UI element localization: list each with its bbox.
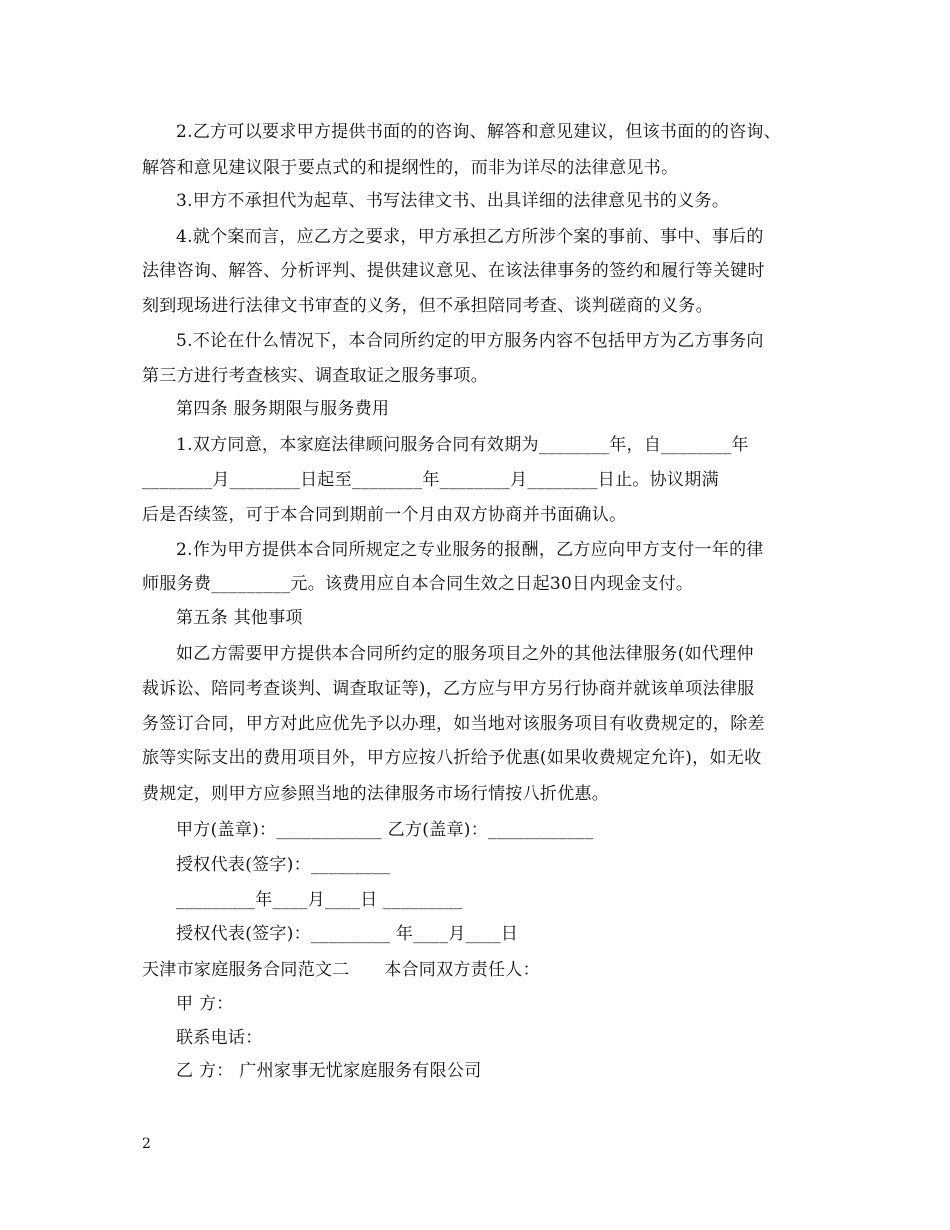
paragraph-line: 2.作为甲方提供本合同所规定之专业服务的报酬，乙方应向甲方支付一年的律 — [176, 540, 764, 560]
signature-line: 授权代表(签字)：_________ — [176, 855, 391, 875]
party-a-label: 甲 方： — [176, 994, 234, 1014]
paragraph-line: 4.就个案而言，应乙方之要求，甲方承担乙方所涉个案的事前、事中、事后的 — [176, 227, 764, 247]
paragraph-line: 解答和意见建议限于要点式的和提纲性的，而非为详尽的法律意见书。 — [142, 158, 679, 178]
paragraph-line: 裁诉讼、陪同考查谈判、调查取证等)，乙方应与甲方另行协商并就该单项法律服 — [142, 679, 755, 699]
page-number: 2 — [142, 1136, 151, 1152]
paragraph-line: 旅等实际支出的费用项目外，甲方应按八折给予优惠(如果收费规定允许)，如无收 — [142, 748, 762, 768]
paragraph-line: 1.双方同意，本家庭法律顾问服务合同有效期为________年，自________年 — [176, 435, 749, 455]
paragraph-line: 2.乙方可以要求甲方提供书面的的咨询、解答和意见建议，但该书面的的咨询、 — [176, 122, 782, 142]
paragraph-line: 后是否续签，可于本合同到期前一个月由双方协商并书面确认。 — [142, 505, 627, 525]
paragraph-line: 5.不论在什么情况下，本合同所约定的甲方服务内容不包括甲方为乙方事务向 — [176, 331, 764, 351]
paragraph-line: 第三方进行考查核实、调查取证之服务事项。 — [142, 366, 488, 386]
signature-line: 授权代表(签字)：_________ 年____月____日 — [176, 924, 519, 944]
party-b-label: 乙 方： 广州家事无忧家庭服务有限公司 — [176, 1061, 482, 1081]
paragraph-line: ________月________日起至________年________月________日止。协议期满 — [142, 470, 719, 490]
signature-line: 甲方(盖章)：____________ 乙方(盖章)：____________ — [176, 820, 594, 840]
date-line: _________年____月____日 _________ — [176, 890, 463, 910]
paragraph-line: 务签订合同，甲方对此应优先予以办理，如当地对该服务项目有收费规定的，除差 — [142, 714, 765, 734]
section-heading: 第五条 其他事项 — [176, 608, 303, 628]
paragraph-line: 3.甲方不承担代为起草、书写法律文书、出具详细的法律意见书的义务。 — [176, 191, 730, 211]
paragraph-line: 如乙方需要甲方提供本合同所约定的服务项目之外的其他法律服务(如代理仲 — [176, 644, 754, 664]
paragraph-line: 费规定，则甲方应参照当地的法律服务市场行情按八折优惠。 — [142, 784, 610, 804]
paragraph-line: 法律咨询、解答、分析评判、提供建议意见、在该法律事务的签约和履行等关键时 — [142, 261, 765, 281]
section-heading: 第四条 服务期限与服务费用 — [176, 399, 390, 419]
paragraph-line: 师服务费_________元。该费用应自本合同生效之日起30日内现金支付。 — [142, 574, 694, 594]
paragraph-line: 刻到现场进行法律文书审查的义务，但不承担陪同考查、谈判磋商的义务。 — [142, 296, 713, 316]
document-title: 天津市家庭服务合同范文二 本合同双方责任人： — [142, 960, 540, 980]
contact-phone-label: 联系电话： — [176, 1028, 263, 1048]
